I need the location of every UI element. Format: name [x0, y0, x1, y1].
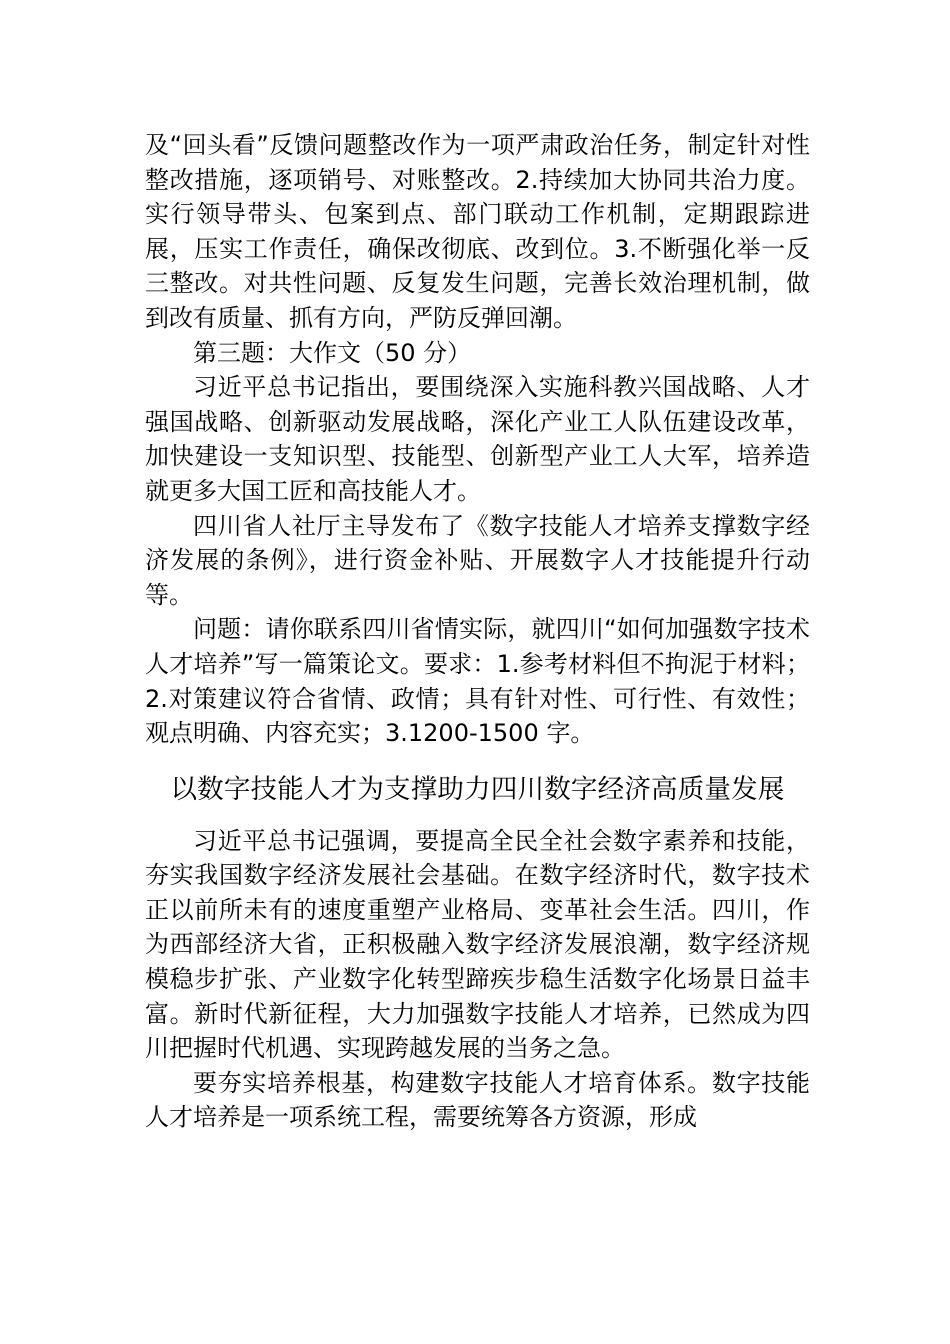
question-paragraph: 问题：请你联系四川省情实际，就四川“如何加强数字技术人才培养”写一篇策论文。要求：1.参考材料但不拘泥于材料；2.对策建议符合省情、政情；具有针对性、可行性、有效性；观点明确、内容充实；3.1200-1500 字。 [145, 615, 810, 748]
essay-paragraph: 要夯实培养根基，构建数字技能人才培育体系。数字技能人才培养是一项系统工程，需要统筹各方资源，形成 [145, 1068, 810, 1132]
essay-paragraph: 习近平总书记强调，要提高全民全社会数字素养和技能，夯实我国数字经济发展社会基础。在数字经济时代，数字技术正以前所未有的速度重塑产业格局、变革社会生活。四川，作为西部经济大省，正积极融入数字经济发展浪潮，数字经济规模稳步扩张、产业数字化转型蹄疾步稳生活数字化场景日益丰富。新时代新征程，大力加强数字技能人才培养，已然成为四川把握时代机遇、实现跨越发展的当务之急。 [145, 826, 810, 1063]
question-paragraph: 四川省人社厅主导发布了《数字技能人才培养支撑数字经济发展的条例》，进行资金补贴、开展数字人才技能提升行动等。 [145, 511, 810, 609]
question-heading: 第三题：大作文（50 分） [193, 338, 472, 367]
essay-title: 以数字技能人才为支撑助力四川数字经济高质量发展 [170, 773, 785, 805]
previous-answer-paragraph: 及“回头看”反馈问题整改作为一项严肃政治任务，制定针对性整改措施，逐项销号、对账整改。2.持续加大协同共治力度。实行领导带头、包案到点、部门联动工作机制，定期跟踪进展，压实工作责任，确保改彻底、改到位。3.不断强化举一反三整改。对共性问题、反复发生问题，完善长效治理机制，做到改有质量、抓有方向，严防反弹回潮。 [145, 131, 810, 332]
document-body [145, 128, 810, 1135]
question-paragraph: 习近平总书记指出，要围绕深入实施科教兴国战略、人才强国战略、创新驱动发展战略，深化产业工人队伍建设改革，加快建设一支知识型、技能型、创新型产业工人大军，培养造就更多大国工匠和高技能人才。 [145, 373, 810, 505]
